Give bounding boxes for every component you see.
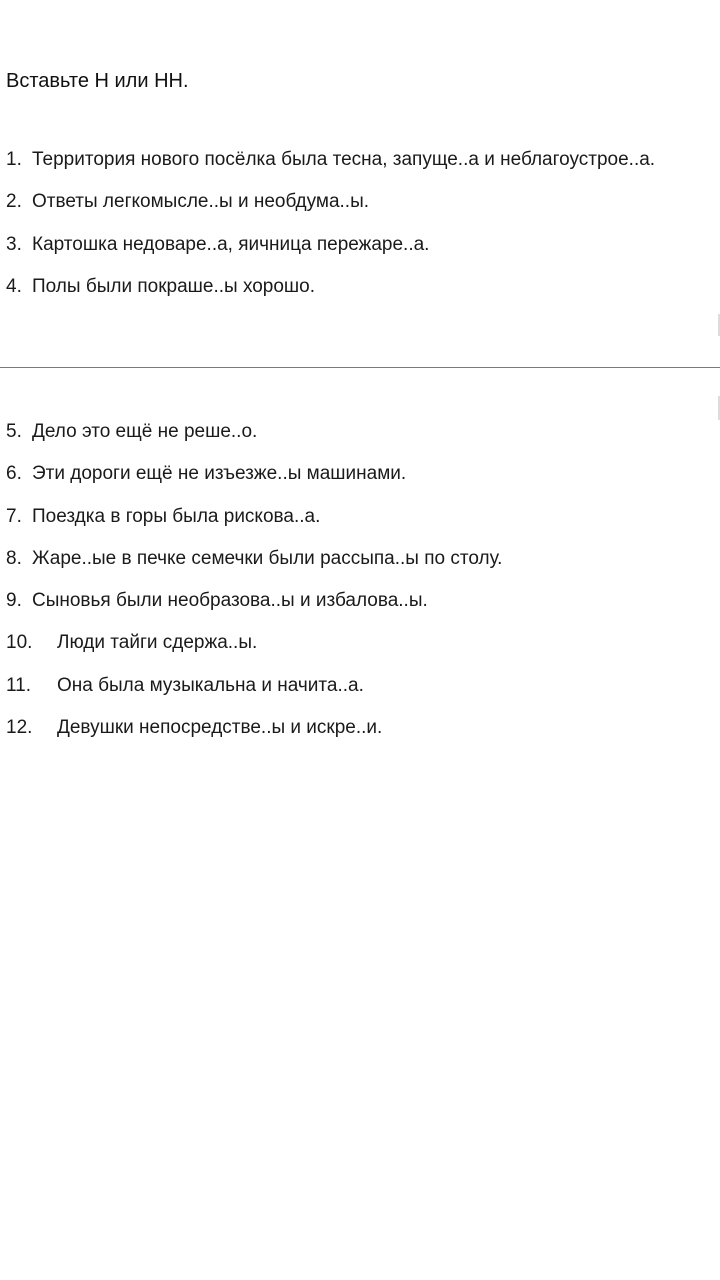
sentence-number: 12. — [6, 717, 33, 739]
sentence-list-part-2 — [6, 420, 502, 758]
sentence-list-part-1 — [6, 148, 655, 317]
sentence-item-9 — [6, 589, 502, 631]
sentence-number: 1. — [6, 149, 22, 170]
sentence-text: Девушки непосредстве..ы и искре..и. — [57, 717, 383, 739]
sentence-text: Территория нового посёлка была тесна, запуще..а и неблагоустрое..а. — [32, 149, 656, 170]
sentence-text: Ответы легкомысле..ы и необдума..ы. — [32, 191, 370, 213]
sentence-text: Сыновья были необразова..ы и избалова..ы. — [32, 590, 428, 612]
sentence-number: 5. — [6, 421, 22, 442]
sentence-number: 8. — [6, 547, 22, 569]
sentence-item-1 — [6, 148, 655, 190]
sentence-number: 9. — [6, 590, 22, 612]
sentence-text: Картошка недоваре..а, яичница пережаре..а. — [32, 233, 430, 255]
page-divider — [0, 367, 720, 368]
sentence-item-8 — [6, 547, 502, 589]
sentence-text: Эти дороги ещё не изъезже..ы машинами. — [32, 463, 407, 485]
sentence-text: Люди тайги сдержа..ы. — [57, 632, 258, 654]
sentence-item-7 — [6, 505, 502, 547]
sentence-item-4 — [6, 275, 655, 317]
sentence-number: 6. — [6, 463, 22, 485]
sentence-item-3 — [6, 233, 655, 275]
sentence-item-12 — [6, 716, 502, 758]
sentence-item-2 — [6, 190, 655, 232]
sentence-number: 3. — [6, 233, 22, 255]
sentence-number: 7. — [6, 505, 22, 527]
sentence-number: 10. — [6, 632, 33, 654]
sentence-item-6 — [6, 462, 502, 504]
sentence-number: 2. — [6, 191, 22, 213]
sentence-item-5 — [6, 420, 502, 462]
sentence-text: Дело это ещё не реше..о. — [32, 421, 258, 442]
sentence-text: Поездка в горы была рискова..а. — [32, 505, 321, 527]
sentence-item-10 — [6, 631, 502, 673]
sentence-text: Жаре..ые в печке семечки были рассыпа..ы по столу. — [32, 547, 503, 569]
sentence-number: 4. — [6, 275, 22, 297]
sentence-text: Полы были покраше..ы хорошо. — [32, 275, 316, 297]
sentence-item-11 — [6, 674, 502, 716]
sentence-text: Она была музыкальна и начита..а. — [57, 674, 364, 696]
exercise-heading: Вставьте Н или НН. — [6, 70, 189, 92]
sentence-number: 11. — [6, 674, 32, 696]
